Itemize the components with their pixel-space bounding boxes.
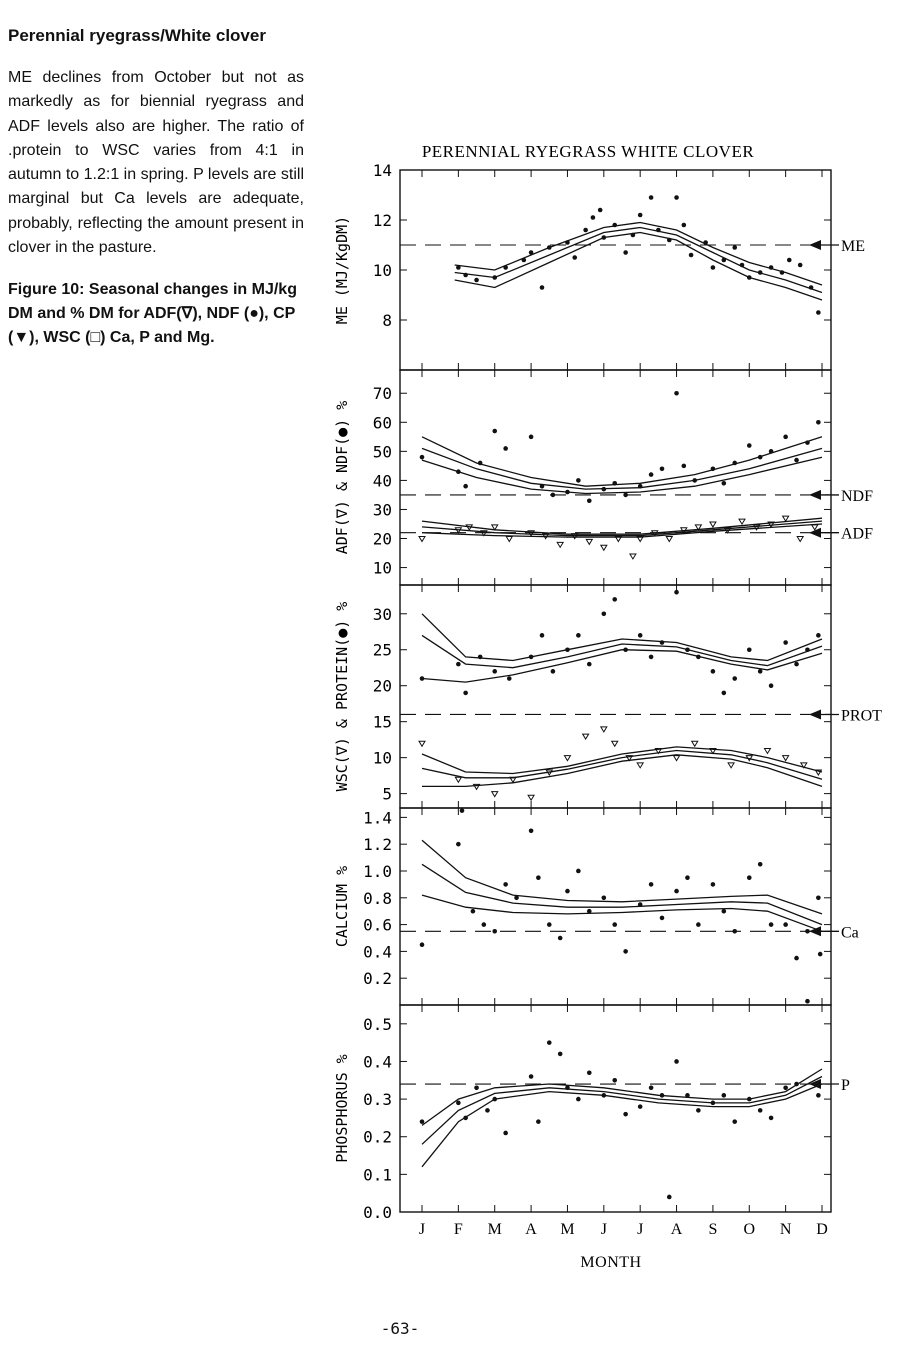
reference-label: Ca	[841, 924, 859, 942]
y-axis-label: ME (MJ/KgDM)	[333, 215, 351, 325]
y-tick-label: 0.0	[363, 1203, 392, 1222]
data-point	[798, 263, 803, 268]
y-tick-label: 14	[372, 161, 392, 180]
chart-panels	[333, 161, 882, 1222]
data-point	[818, 952, 823, 957]
y-tick-label: 30	[372, 604, 392, 624]
data-point	[674, 1059, 679, 1064]
x-tick-label: J	[637, 1221, 644, 1238]
data-point	[722, 481, 727, 486]
fit-curve	[422, 755, 822, 787]
data-point	[536, 1119, 541, 1124]
data-point	[722, 909, 727, 914]
y-tick-label: 10	[372, 558, 392, 578]
data-point	[696, 922, 701, 927]
panel-4	[333, 808, 859, 1005]
data-point	[587, 498, 592, 503]
data-point	[816, 895, 821, 900]
data-point	[674, 889, 679, 894]
fit-curve	[422, 448, 822, 489]
data-point	[456, 265, 461, 270]
data-point	[711, 1101, 716, 1106]
y-tick-label: 60	[372, 413, 392, 433]
data-point	[758, 1108, 763, 1113]
data-point-triangle	[601, 545, 607, 550]
data-point	[805, 929, 810, 934]
data-point	[747, 275, 752, 280]
data-point-triangle	[612, 741, 618, 746]
panel-frame	[400, 585, 831, 808]
data-point	[456, 469, 461, 474]
data-point	[565, 647, 570, 652]
data-point	[576, 478, 581, 483]
data-point	[558, 1052, 563, 1057]
y-tick-label: 0.8	[363, 888, 392, 908]
data-point-triangle	[419, 741, 425, 746]
data-point	[667, 1195, 672, 1200]
fit-curve	[422, 747, 822, 774]
data-point-triangle	[812, 525, 818, 530]
data-point	[565, 1086, 570, 1091]
data-point	[732, 461, 737, 466]
data-point	[529, 250, 534, 255]
data-point	[623, 949, 628, 954]
data-point	[660, 466, 665, 471]
data-point	[696, 655, 701, 660]
data-point	[503, 265, 508, 270]
figure-caption: Figure 10: Seasonal changes in MJ/kg DM and % DM for ADF(∇), NDF (●), CP (▼), WSC (□) Ca, P and Mg.	[8, 281, 297, 347]
data-point	[463, 691, 468, 696]
data-point-triangle	[564, 756, 570, 761]
fit-curve	[455, 223, 822, 286]
data-point	[692, 478, 697, 483]
x-tick-label: N	[779, 1221, 792, 1238]
reference-label: P	[841, 1077, 850, 1095]
data-point	[420, 1119, 425, 1124]
data-point	[649, 195, 654, 200]
data-point	[740, 263, 745, 268]
data-point	[747, 647, 752, 652]
data-point	[787, 258, 792, 263]
panel-2	[333, 370, 873, 585]
data-point	[747, 875, 752, 880]
data-point	[602, 235, 607, 240]
data-point	[805, 647, 810, 652]
data-point	[551, 669, 556, 674]
data-point	[631, 233, 636, 238]
data-point-triangle	[666, 537, 672, 542]
data-point-triangle	[601, 727, 607, 732]
reference-arrow-head	[809, 490, 821, 500]
data-point	[769, 683, 774, 688]
data-point	[572, 255, 577, 260]
data-point	[638, 633, 643, 638]
chart-title: PERENNIAL RYEGRASS WHITE CLOVER	[421, 142, 755, 161]
data-point	[805, 999, 810, 1004]
reference-label: ME	[841, 238, 865, 255]
data-point	[769, 449, 774, 454]
data-point	[638, 484, 643, 489]
data-point	[758, 455, 763, 460]
data-point	[492, 669, 497, 674]
data-point-triangle	[637, 763, 643, 768]
data-point	[674, 391, 679, 396]
panel-frame	[400, 1005, 831, 1212]
x-tick-label: J	[418, 1221, 426, 1238]
data-point	[602, 611, 607, 616]
data-point-triangle	[586, 539, 592, 544]
y-tick-label: 20	[372, 529, 392, 549]
data-point	[474, 1086, 479, 1091]
data-point	[711, 882, 716, 887]
data-point-triangle	[728, 763, 734, 768]
data-point	[612, 922, 617, 927]
page-number: -63-	[380, 1319, 420, 1338]
data-point	[547, 1040, 552, 1045]
data-point	[471, 909, 476, 914]
data-point	[732, 245, 737, 250]
data-point	[649, 655, 654, 660]
data-point	[780, 270, 785, 275]
y-tick-label: 0.6	[363, 915, 392, 935]
data-point-triangle	[710, 522, 716, 527]
data-point	[794, 662, 799, 667]
fit-curve	[422, 635, 822, 667]
data-point-triangle	[797, 537, 803, 542]
data-point	[463, 273, 468, 278]
x-tick-label: D	[816, 1221, 828, 1238]
data-point	[747, 443, 752, 448]
data-point-triangle	[528, 795, 534, 800]
y-tick-label: 40	[372, 471, 392, 491]
data-point	[463, 1116, 468, 1121]
data-point	[507, 676, 512, 681]
data-point	[623, 250, 628, 255]
data-point	[638, 1104, 643, 1109]
data-point	[456, 1101, 461, 1106]
data-point	[492, 929, 497, 934]
y-tick-label: 5	[382, 784, 392, 804]
data-point	[649, 472, 654, 477]
data-point	[667, 238, 672, 243]
data-point	[558, 936, 563, 941]
y-tick-label: 8	[382, 311, 392, 330]
y-tick-label: 0.4	[363, 1052, 392, 1072]
data-point	[682, 223, 687, 228]
data-point	[732, 929, 737, 934]
data-point-triangle	[674, 756, 680, 761]
reference-label: ADF	[841, 525, 874, 543]
data-point	[565, 490, 570, 495]
data-point	[682, 464, 687, 469]
data-point	[711, 669, 716, 674]
data-point-triangle	[692, 741, 698, 746]
y-tick-label: 25	[372, 640, 392, 660]
data-point	[656, 228, 661, 233]
section-heading: Perennial ryegrass/White clover	[8, 26, 266, 45]
data-point	[783, 922, 788, 927]
data-point	[565, 889, 570, 894]
data-point	[623, 493, 628, 498]
data-point	[711, 265, 716, 270]
y-tick-label: 1.2	[363, 835, 392, 855]
data-point	[638, 213, 643, 218]
fit-curve	[455, 233, 822, 301]
data-point	[649, 882, 654, 887]
y-tick-label: 0.2	[363, 969, 392, 989]
data-point	[547, 245, 552, 250]
data-point	[769, 922, 774, 927]
y-tick-label: 50	[372, 442, 392, 462]
data-point-triangle	[455, 777, 461, 782]
data-point	[474, 278, 479, 283]
x-tick-label: M	[487, 1221, 502, 1238]
y-tick-label: 0.2	[363, 1127, 392, 1147]
data-point	[540, 285, 545, 290]
data-point	[612, 597, 617, 602]
data-point	[783, 1086, 788, 1091]
data-point	[696, 1108, 701, 1113]
y-tick-label: 1.4	[363, 808, 392, 828]
data-point	[565, 240, 570, 245]
y-tick-label: 1.0	[363, 861, 392, 881]
data-point	[747, 1097, 752, 1102]
data-point	[492, 1097, 497, 1102]
panel-1	[333, 161, 865, 370]
data-point	[623, 1112, 628, 1117]
data-point	[809, 285, 814, 290]
data-point	[794, 1082, 799, 1087]
data-point	[612, 223, 617, 228]
data-point	[503, 1131, 508, 1136]
data-point	[547, 922, 552, 927]
data-point-triangle	[419, 537, 425, 542]
reference-arrow-head	[809, 240, 821, 250]
y-tick-label: 15	[372, 712, 392, 732]
data-point-triangle	[739, 519, 745, 524]
data-point	[685, 875, 690, 880]
x-axis-label: MONTH	[580, 1254, 642, 1271]
data-point	[649, 1086, 654, 1091]
y-tick-label: 0.3	[363, 1090, 392, 1110]
data-point	[722, 258, 727, 263]
data-point-triangle	[583, 734, 589, 739]
data-point	[638, 902, 643, 907]
y-axis-label: PHOSPHORUS %	[333, 1054, 351, 1163]
data-point	[576, 633, 581, 638]
data-point	[485, 1108, 490, 1113]
fit-curve	[422, 614, 822, 661]
data-point	[551, 493, 556, 498]
y-axis-label: ADF(∇) & NDF(●) %	[333, 400, 351, 555]
data-point	[420, 455, 425, 460]
data-point	[587, 662, 592, 667]
data-point	[685, 647, 690, 652]
data-point-triangle	[764, 748, 770, 753]
x-tick-label: M	[560, 1221, 575, 1238]
x-tick-label: F	[453, 1221, 463, 1238]
data-point	[722, 1093, 727, 1098]
data-point	[758, 270, 763, 275]
y-axis-label: CALCIUM %	[333, 865, 351, 948]
y-tick-label: 10	[372, 261, 392, 280]
reference-label: PROT	[841, 707, 882, 725]
data-point	[456, 662, 461, 667]
x-tick-label: J	[600, 1221, 607, 1238]
data-point	[758, 862, 763, 867]
data-point	[463, 484, 468, 489]
data-point	[420, 676, 425, 681]
data-point	[583, 228, 588, 233]
data-point	[576, 869, 581, 874]
y-tick-label: 10	[372, 748, 392, 768]
data-point	[587, 1070, 592, 1075]
y-tick-label: 30	[372, 500, 392, 520]
data-point	[503, 882, 508, 887]
data-point	[703, 240, 708, 245]
data-point	[540, 484, 545, 489]
data-point-triangle	[783, 516, 789, 521]
panel-frame	[400, 170, 831, 370]
y-axis-label: WSC(∇) & PROTEIN(●) %	[333, 601, 351, 792]
data-point	[674, 590, 679, 595]
y-tick-label: 20	[372, 676, 392, 696]
data-point	[660, 916, 665, 921]
body-paragraph: ME declines from October but not as markedly as for biennial ryegrass and ADF levels also are higher. The ratio of .protein to WSC varies from 4:1 in autumn to 1.2:1 in spring. P levels are still marginal but Ca levels are adequate, probably, reflecting the amount present in clover in the pasture.	[8, 69, 304, 257]
data-point	[769, 265, 774, 270]
data-point	[492, 429, 497, 434]
y-tick-label: 0.4	[363, 942, 392, 962]
data-point	[529, 435, 534, 440]
panel-5	[333, 999, 850, 1222]
x-tick-label: S	[708, 1221, 718, 1238]
y-tick-label: 12	[372, 211, 392, 230]
fit-curve	[422, 751, 822, 780]
data-point	[674, 195, 679, 200]
data-point	[492, 275, 497, 280]
data-point	[456, 842, 461, 847]
fit-curve	[422, 864, 822, 924]
data-point-triangle	[557, 542, 563, 547]
data-point	[805, 440, 810, 445]
data-point	[522, 258, 527, 263]
data-point	[591, 215, 596, 220]
data-point	[794, 458, 799, 463]
data-point	[689, 253, 694, 258]
reference-label: NDF	[841, 487, 874, 505]
data-point-triangle	[783, 756, 789, 761]
data-point	[602, 895, 607, 900]
data-point	[783, 640, 788, 645]
data-point	[783, 435, 788, 440]
panel-frame	[400, 370, 831, 585]
y-tick-label: 0.5	[363, 1014, 392, 1034]
data-point	[685, 1093, 690, 1098]
data-point	[536, 875, 541, 880]
data-point	[816, 310, 821, 315]
data-point	[711, 466, 716, 471]
y-tick-label: 70	[372, 384, 392, 404]
x-tick-label: A	[525, 1221, 537, 1238]
data-point	[612, 1078, 617, 1083]
y-tick-label: 0.1	[363, 1165, 392, 1185]
data-point	[612, 481, 617, 486]
data-point	[598, 208, 603, 213]
data-point	[623, 647, 628, 652]
x-tick-label: A	[670, 1221, 683, 1238]
data-point	[478, 655, 483, 660]
data-point	[540, 633, 545, 638]
data-point	[660, 1093, 665, 1098]
data-point	[587, 909, 592, 914]
data-point	[529, 828, 534, 833]
data-point	[794, 956, 799, 961]
data-point	[722, 691, 727, 696]
data-point	[529, 655, 534, 660]
data-point	[478, 461, 483, 466]
x-tick-label: O	[743, 1221, 756, 1238]
data-point	[758, 669, 763, 674]
data-point	[769, 1116, 774, 1121]
data-point	[660, 640, 665, 645]
data-point	[816, 1093, 821, 1098]
panel-3	[333, 585, 882, 808]
data-point	[576, 1097, 581, 1102]
data-point-triangle	[630, 554, 636, 559]
data-point-triangle	[492, 792, 498, 797]
data-point	[602, 1093, 607, 1098]
data-point	[732, 676, 737, 681]
data-point	[514, 895, 519, 900]
data-point	[420, 942, 425, 947]
data-point	[732, 1119, 737, 1124]
data-point-triangle	[506, 537, 512, 542]
data-point	[482, 922, 487, 927]
data-point	[503, 446, 508, 451]
reference-arrow-head	[809, 709, 821, 719]
data-point	[529, 1074, 534, 1079]
data-point	[816, 633, 821, 638]
data-point	[602, 487, 607, 492]
data-point	[460, 808, 465, 813]
data-point	[816, 420, 821, 425]
